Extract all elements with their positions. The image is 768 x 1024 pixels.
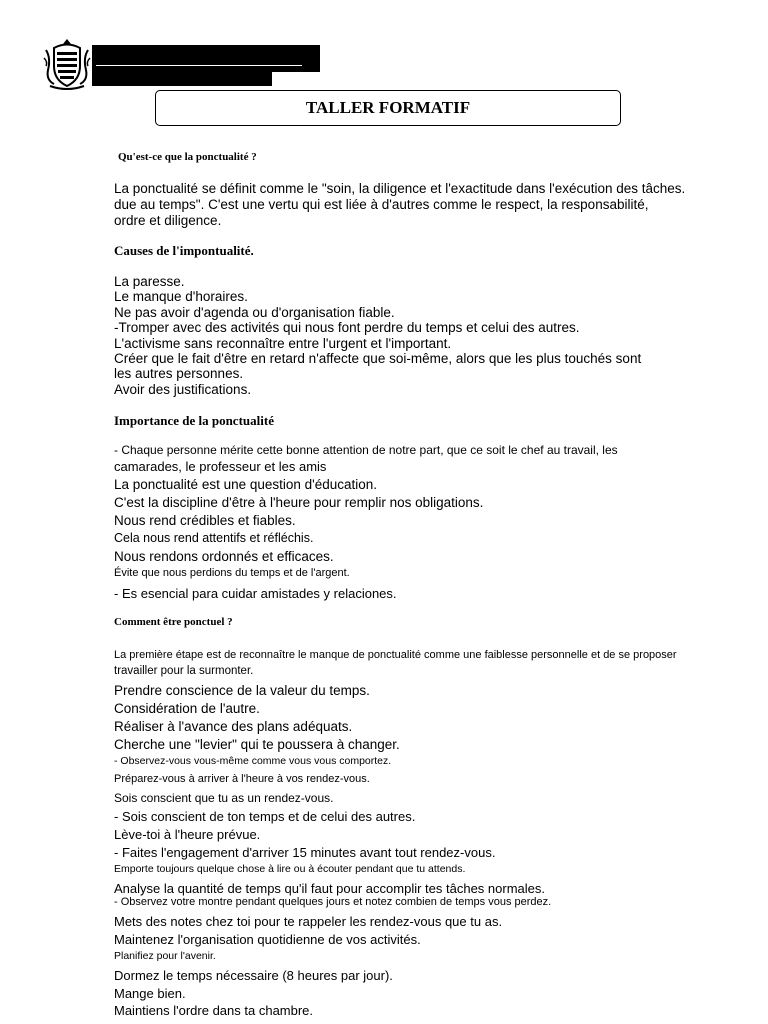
coat-of-arms-logo [42, 36, 92, 90]
text-line: camarades, le professeur et les amis [114, 459, 327, 474]
list-item: La paresse. [114, 274, 185, 289]
section-heading: Causes de l'impontualité. [114, 243, 254, 258]
text-line: - Chaque personne mérite cette bonne attention de notre part, que ce soit le chef au travail, les [114, 443, 618, 457]
page-title-box [155, 90, 621, 126]
text-line: La ponctualité se définit comme le "soin, la diligence et l'exactitude dans l'exécution des tâches. [114, 181, 686, 196]
redaction-underline [96, 65, 302, 66]
text-line: Sois conscient que tu as un rendez-vous. [114, 791, 334, 805]
text-line: travailler pour la surmonter. [114, 665, 254, 677]
text-line: Réaliser à l'avance des plans adéquats. [114, 719, 353, 734]
text-line: - Es esencial para cuidar amistades y relaciones. [114, 586, 397, 601]
text-line: La première étape est de reconnaître le manque de ponctualité comme une faiblesse personnelle et de se proposer [114, 649, 677, 661]
cause-list [114, 274, 641, 397]
text-line: - Observez votre montre pendant quelques jours et notez combien de temps vous perdez. [114, 896, 552, 908]
redaction-bar [92, 72, 272, 86]
text-line: ordre et diligence. [114, 213, 222, 228]
text-line: Mange bien. [114, 986, 186, 1001]
section-heading: Importance de la ponctualité [114, 413, 274, 428]
text-line: La ponctualité est une question d'éducation. [114, 477, 378, 492]
list-item: Créer que le fait d'être en retard n'affecte que soi-même, alors que les plus touchés sont [114, 351, 642, 367]
list-item: Avoir des justifications. [114, 381, 252, 397]
text-line: due au temps". C'est une vertu qui est liée à d'autres comme le respect, la responsabilité, [114, 197, 649, 212]
paragraph [114, 181, 685, 229]
list-item: -Tromper avec des activités qui nous font perdre du temps et celui des autres. [114, 320, 580, 336]
text-line: Maintenez l'organisation quotidienne de vos activités. [114, 932, 421, 947]
text-line: Nous rendons ordonnés et efficaces. [114, 549, 334, 564]
text-line: Maintiens l'ordre dans ta chambre. [114, 1003, 314, 1018]
text-line: - Observez-vous vous-même comme vous vous comportez. [114, 755, 392, 767]
list-item: L'activisme sans reconnaître entre l'urgent et l'important. [114, 335, 452, 351]
section-heading: Comment être ponctuel ? [114, 616, 233, 628]
text-line: Mets des notes chez toi pour te rappeler les rendez-vous que tu as. [114, 914, 503, 929]
text-line: Nous rend crédibles et fiables. [114, 513, 296, 528]
page-title: TALLER FORMATIF [305, 98, 471, 117]
text-line: C'est la discipline d'être à l'heure pour remplir nos obligations. [114, 495, 484, 510]
text-line: Cherche une "levier" qui te poussera à changer. [114, 737, 400, 752]
text-line: Emporte toujours quelque chose à lire ou à écouter pendant que tu attends. [114, 863, 466, 875]
list-item: les autres personnes. [114, 366, 244, 382]
list-item: Le manque d'horaires. [114, 289, 248, 305]
text-line: Lève-toi à l'heure prévue. [114, 827, 261, 842]
text-line: - Sois conscient de ton temps et de celui des autres. [114, 809, 416, 824]
text-line: Planifiez pour l'avenir. [114, 950, 216, 962]
text-line: - Faites l'engagement d'arriver 15 minutes avant tout rendez-vous. [114, 845, 496, 860]
text-line: Prendre conscience de la valeur du temps. [114, 683, 370, 698]
redaction-bar [92, 45, 320, 72]
text-line: Considération de l'autre. [114, 701, 260, 716]
text-line: Analyse la quantité de temps qu'il faut pour accomplir tes tâches normales. [114, 881, 545, 896]
list-item: Ne pas avoir d'agenda ou d'organisation fiable. [114, 304, 395, 320]
text-line: Cela nous rend attentifs et réfléchis. [114, 531, 314, 545]
section-heading: Qu'est-ce que la ponctualité ? [118, 151, 257, 163]
text-line: Dormez le temps nécessaire (8 heures par jour). [114, 968, 393, 983]
text-line: Évite que nous perdions du temps et de l'argent. [114, 567, 350, 579]
text-line: Préparez-vous à arriver à l'heure à vos rendez-vous. [114, 773, 370, 785]
